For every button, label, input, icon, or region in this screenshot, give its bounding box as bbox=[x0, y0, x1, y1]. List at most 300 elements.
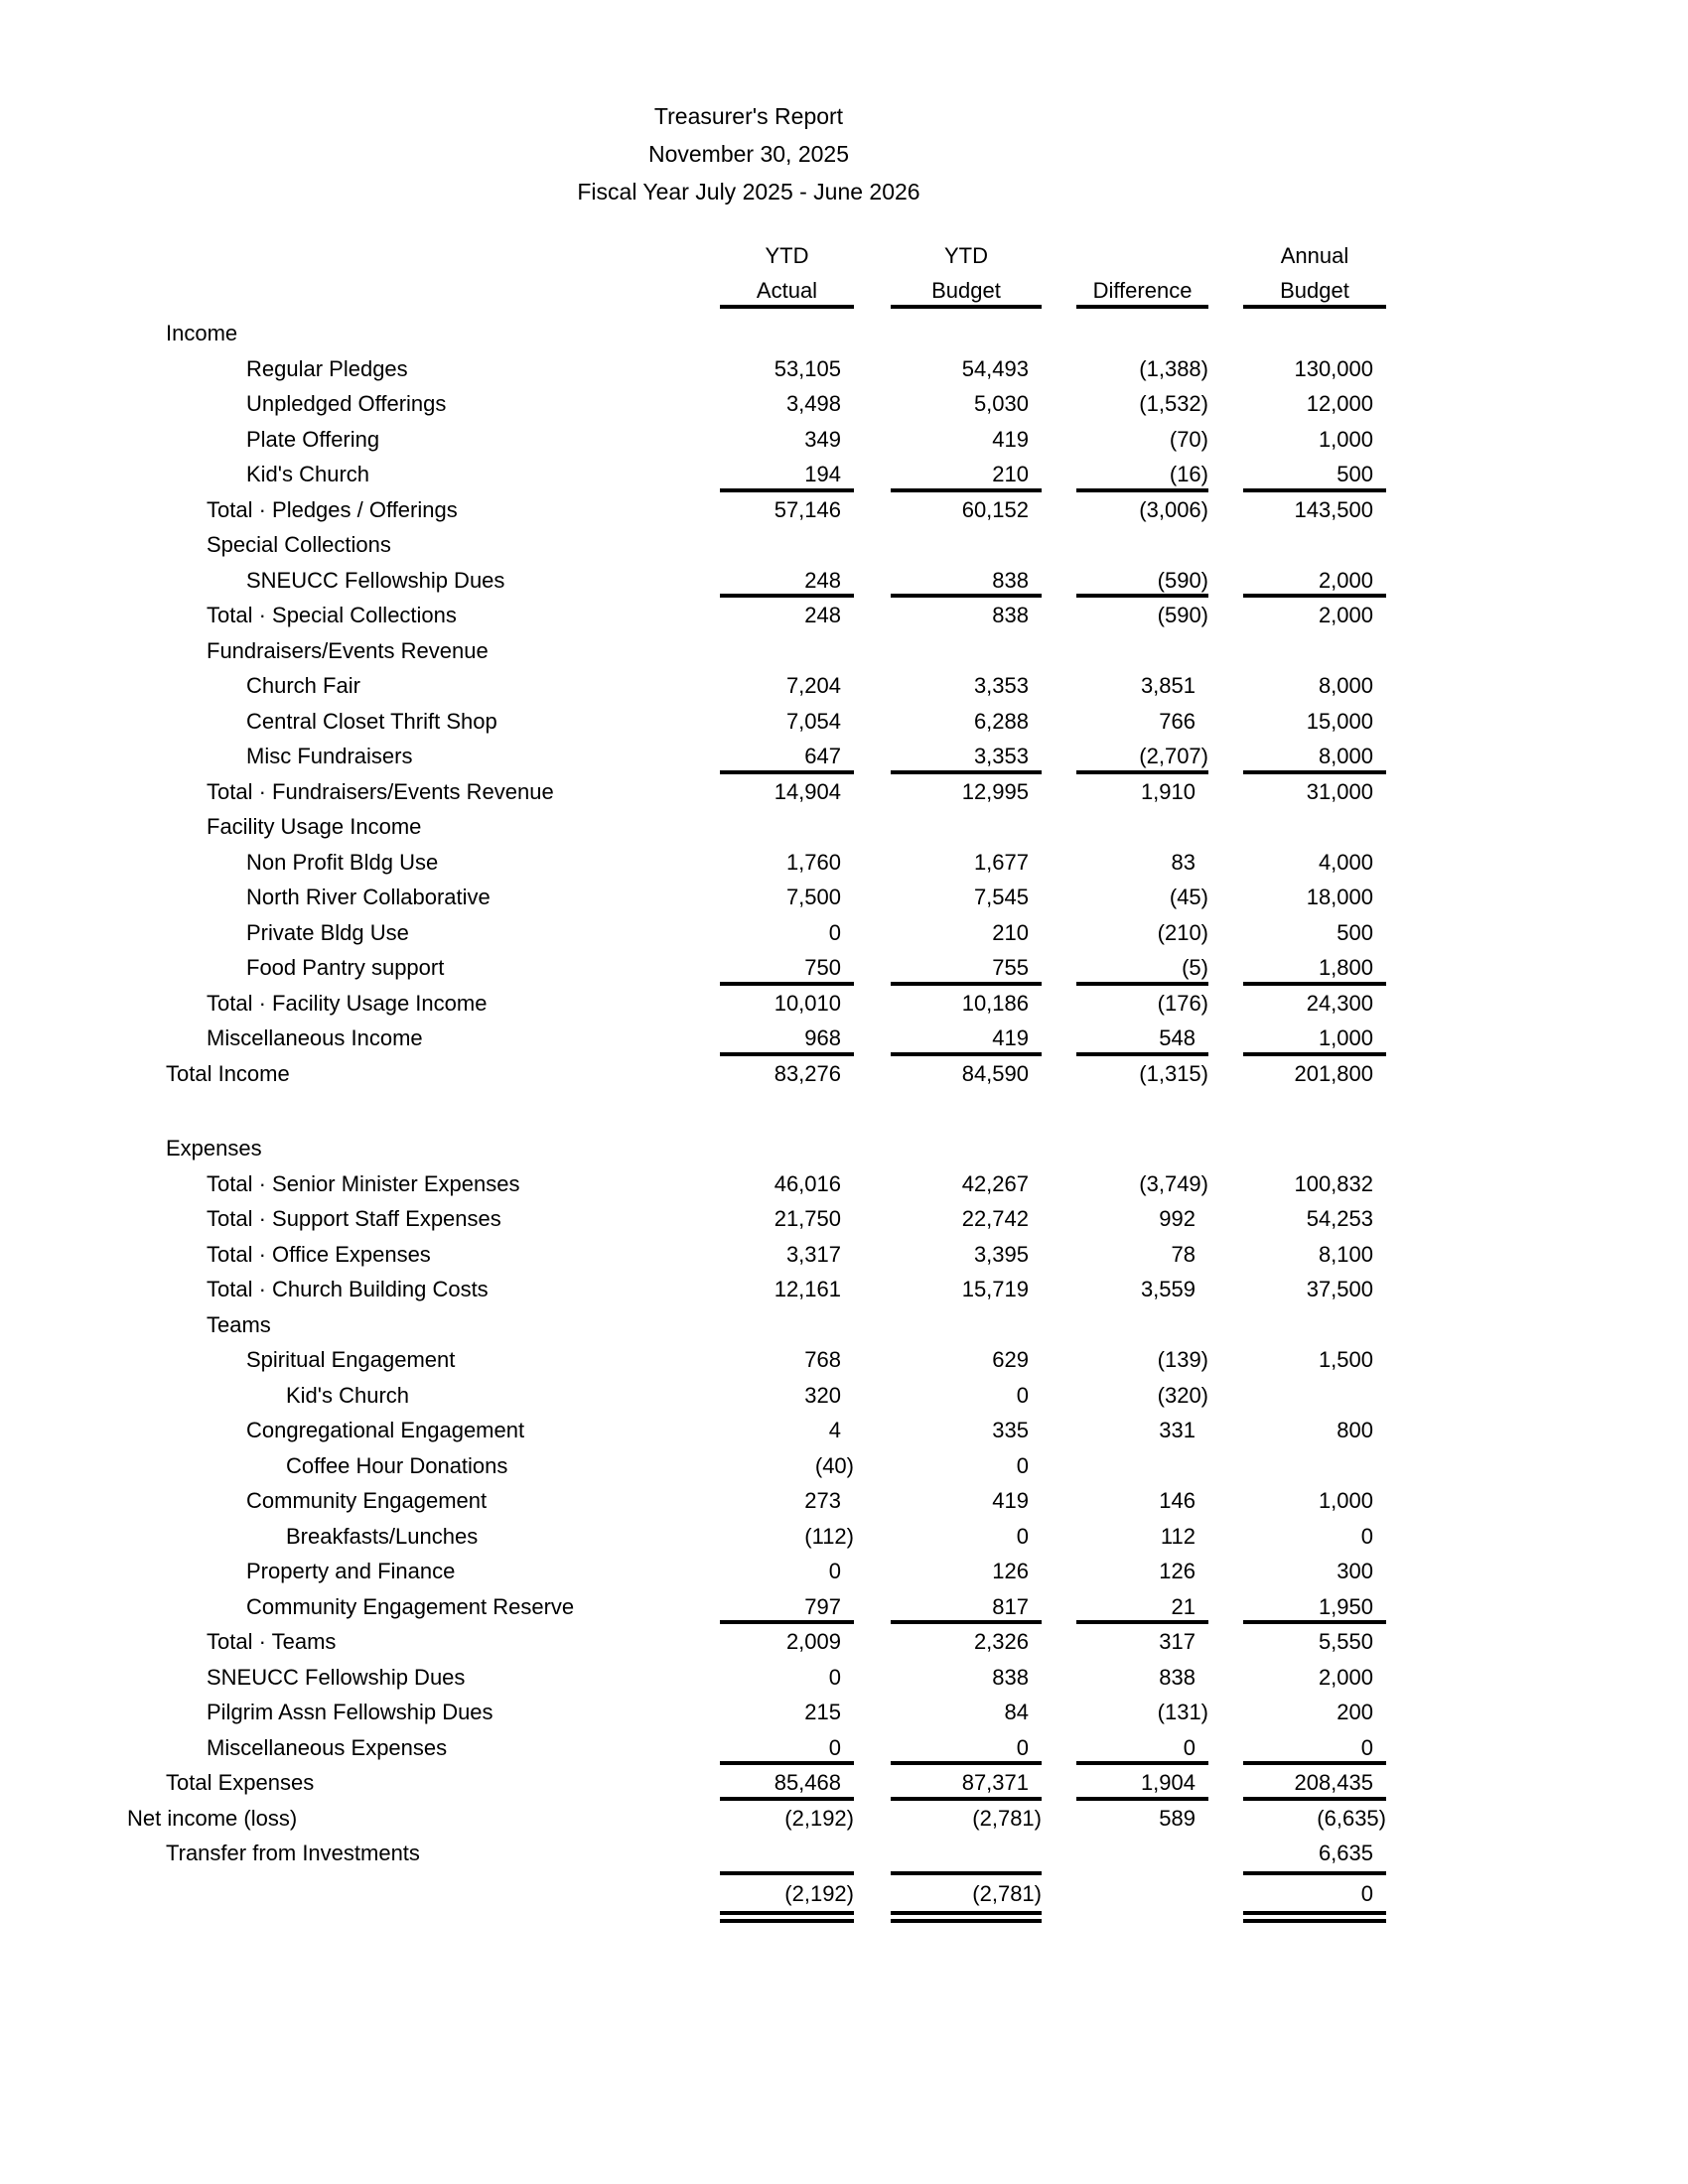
cell-annual-budget bbox=[1208, 774, 1386, 810]
cell-value: 7,500 bbox=[785, 885, 841, 909]
table-row bbox=[127, 774, 1386, 810]
cell-value bbox=[1076, 809, 1208, 845]
cell-value: 210 bbox=[891, 457, 1042, 492]
cell-value: 768 bbox=[804, 1347, 841, 1372]
table-row bbox=[127, 1237, 1386, 1273]
cell-value: 130,000 bbox=[1294, 355, 1373, 381]
cell-annual-budget bbox=[1208, 915, 1386, 951]
cell-difference bbox=[1042, 1237, 1208, 1273]
cell-ytd-budget bbox=[854, 1624, 1042, 1660]
row-label: North River Collaborative bbox=[246, 885, 491, 909]
cell-value bbox=[720, 1091, 854, 1127]
table-row bbox=[127, 1413, 1386, 1448]
cell-value: 42,267 bbox=[961, 1170, 1029, 1196]
cell-value: (2,192) bbox=[784, 1805, 854, 1831]
cell-value: 7,054 bbox=[785, 708, 841, 734]
cell-ytd-budget bbox=[854, 316, 1042, 351]
report-fiscal-year: Fiscal Year July 2025 - June 2026 bbox=[577, 179, 920, 205]
cell-ytd-budget bbox=[854, 774, 1042, 810]
table-row bbox=[127, 527, 1386, 563]
cell-value: 800 bbox=[1336, 1418, 1373, 1442]
cell-value bbox=[1076, 633, 1208, 669]
row-label: Central Closet Thrift Shop bbox=[246, 708, 497, 734]
table-row bbox=[127, 1519, 1386, 1555]
cell-ytd-budget bbox=[854, 492, 1042, 528]
cell-ytd-actual bbox=[683, 845, 854, 881]
row-label: Plate Offering bbox=[246, 426, 380, 452]
cell-ytd-actual bbox=[683, 598, 854, 633]
cell-value: 750 bbox=[720, 950, 854, 986]
cell-ytd-actual bbox=[683, 1765, 854, 1801]
cell-value: 100,832 bbox=[1294, 1170, 1373, 1196]
row-label: Community Engagement Reserve bbox=[246, 1593, 575, 1619]
cell-value bbox=[1076, 316, 1208, 351]
cell-value bbox=[720, 527, 854, 563]
cell-difference bbox=[1042, 1660, 1208, 1696]
cell-ytd-budget bbox=[854, 915, 1042, 951]
cell-difference bbox=[1042, 668, 1208, 704]
cell-annual-budget bbox=[1208, 1307, 1386, 1343]
cell-ytd-actual bbox=[683, 1272, 854, 1307]
cell-value bbox=[891, 633, 1042, 669]
cell-difference bbox=[1042, 422, 1208, 458]
cell-value: 0 bbox=[1243, 1871, 1386, 1923]
cell-annual-budget bbox=[1208, 527, 1386, 563]
cell-annual-budget bbox=[1208, 1091, 1386, 1131]
cell-ytd-actual bbox=[683, 950, 854, 986]
cell-ytd-budget bbox=[854, 1056, 1042, 1092]
cell-value: 589 bbox=[1159, 1805, 1196, 1831]
cell-ytd-actual bbox=[683, 1519, 854, 1555]
cell-annual-budget bbox=[1208, 598, 1386, 633]
row-label: Teams bbox=[207, 1311, 271, 1337]
cell-difference bbox=[1042, 739, 1208, 774]
cell-annual-budget bbox=[1208, 1342, 1386, 1378]
cell-ytd-budget bbox=[854, 1801, 1042, 1837]
cell-ytd-actual bbox=[683, 1871, 854, 1923]
row-label: Total · Support Staff Expenses bbox=[207, 1206, 501, 1231]
cell-value: 201,800 bbox=[1294, 1060, 1373, 1086]
table-row bbox=[127, 1166, 1386, 1202]
cell-difference bbox=[1042, 704, 1208, 740]
cell-difference bbox=[1042, 633, 1208, 669]
table-row bbox=[127, 1272, 1386, 1307]
cell-difference bbox=[1042, 351, 1208, 387]
cell-annual-budget bbox=[1208, 1695, 1386, 1730]
cell-value: 126 bbox=[992, 1559, 1029, 1583]
table-row bbox=[127, 633, 1386, 669]
spacer-row bbox=[127, 1091, 1386, 1131]
cell-value: 1,910 bbox=[1140, 778, 1196, 804]
row-label: Total · Office Expenses bbox=[207, 1241, 431, 1267]
cell-ytd-budget bbox=[854, 880, 1042, 915]
cell-ytd-actual bbox=[683, 1166, 854, 1202]
cell-ytd-actual bbox=[683, 1554, 854, 1589]
cell-ytd-budget bbox=[854, 950, 1042, 986]
cell-difference bbox=[1042, 986, 1208, 1022]
cell-difference bbox=[1042, 1201, 1208, 1237]
row-label: Spiritual Engagement bbox=[246, 1347, 456, 1372]
cell-annual-budget bbox=[1208, 1201, 1386, 1237]
cell-difference bbox=[1042, 386, 1208, 422]
cell-value: 2,009 bbox=[785, 1629, 841, 1654]
cell-ytd-actual bbox=[683, 1801, 854, 1837]
report-title: Treasurer's Report bbox=[653, 103, 844, 129]
row-label: Total Expenses bbox=[166, 1770, 315, 1795]
cell-value bbox=[1076, 1871, 1208, 1923]
cell-value bbox=[1243, 1307, 1386, 1343]
cell-ytd-budget bbox=[854, 1695, 1042, 1730]
row-label: Special Collections bbox=[207, 532, 391, 557]
cell-ytd-budget bbox=[854, 809, 1042, 845]
row-label: Private Bldg Use bbox=[246, 919, 409, 945]
cell-value: (1,532) bbox=[1139, 391, 1208, 416]
row-label: Breakfasts/Lunches bbox=[286, 1523, 479, 1549]
cell-ytd-actual bbox=[683, 1695, 854, 1730]
cell-value: (131) bbox=[1157, 1700, 1208, 1724]
cell-annual-budget bbox=[1208, 1413, 1386, 1448]
cell-value: 84 bbox=[1004, 1700, 1029, 1724]
cell-value: 0 bbox=[891, 1730, 1042, 1766]
cell-annual-budget bbox=[1208, 1730, 1386, 1766]
table-row bbox=[127, 845, 1386, 881]
cell-value: 4 bbox=[828, 1418, 841, 1442]
cell-ytd-actual bbox=[683, 633, 854, 669]
table-row bbox=[127, 386, 1386, 422]
cell-value: 84,590 bbox=[961, 1060, 1029, 1086]
cell-difference bbox=[1042, 598, 1208, 633]
cell-value: 548 bbox=[1076, 1021, 1208, 1056]
cell-value bbox=[720, 316, 854, 351]
table-row bbox=[127, 1448, 1386, 1484]
cell-difference bbox=[1042, 527, 1208, 563]
header-spacer bbox=[127, 238, 683, 273]
cell-value bbox=[720, 1836, 854, 1871]
cell-ytd-budget bbox=[854, 1765, 1042, 1801]
table-row bbox=[127, 1483, 1386, 1519]
row-label: Misc Fundraisers bbox=[246, 744, 413, 768]
cell-value: 0 bbox=[828, 919, 841, 945]
cell-difference bbox=[1042, 1624, 1208, 1660]
row-label: Total · Teams bbox=[207, 1629, 337, 1654]
cell-value: 797 bbox=[720, 1589, 854, 1625]
table-row bbox=[127, 1201, 1386, 1237]
cell-value: 112 bbox=[1160, 1523, 1196, 1549]
cell-value: (40) bbox=[814, 1452, 854, 1478]
report-title-block bbox=[401, 97, 1096, 210]
cell-value: 8,000 bbox=[1243, 739, 1386, 774]
cell-value: 838 bbox=[992, 603, 1029, 627]
cell-value: 6,635 bbox=[1318, 1841, 1373, 1865]
cell-value: 54,493 bbox=[961, 355, 1029, 381]
cell-difference bbox=[1042, 1021, 1208, 1056]
cell-ytd-budget bbox=[854, 1871, 1042, 1923]
row-label: Expenses bbox=[166, 1136, 262, 1160]
cell-ytd-budget bbox=[854, 1448, 1042, 1484]
cell-difference bbox=[1042, 1342, 1208, 1378]
cell-ytd-actual bbox=[683, 1483, 854, 1519]
row-label bbox=[127, 1091, 683, 1131]
cell-value: 500 bbox=[1243, 457, 1386, 492]
cell-value bbox=[1243, 1131, 1386, 1166]
cell-ytd-actual bbox=[683, 880, 854, 915]
cell-value bbox=[1076, 1448, 1208, 1484]
cell-value: 1,000 bbox=[1243, 1021, 1386, 1056]
cell-value: (112) bbox=[804, 1523, 854, 1549]
cell-value: 419 bbox=[992, 426, 1029, 452]
cell-value: (2,781) bbox=[891, 1871, 1042, 1923]
row-label: Income bbox=[166, 321, 238, 345]
cell-value: (6,635) bbox=[1317, 1805, 1386, 1831]
table-row bbox=[127, 668, 1386, 704]
cell-value bbox=[1243, 633, 1386, 669]
row-label: Total · Special Collections bbox=[207, 603, 457, 627]
cell-ytd-actual bbox=[683, 1342, 854, 1378]
cell-value: 0 bbox=[1016, 1523, 1029, 1549]
row-label: Non Profit Bldg Use bbox=[246, 849, 439, 875]
report-date: November 30, 2025 bbox=[647, 141, 849, 167]
cell-value bbox=[1243, 1448, 1386, 1484]
cell-ytd-budget bbox=[854, 1272, 1042, 1307]
row-label: Transfer from Investments bbox=[166, 1841, 420, 1865]
cell-ytd-actual bbox=[683, 809, 854, 845]
cell-value: 766 bbox=[1159, 708, 1196, 734]
cell-value bbox=[891, 316, 1042, 351]
cell-annual-budget bbox=[1208, 1660, 1386, 1696]
cell-value: (2,192) bbox=[720, 1871, 854, 1923]
cell-value: 817 bbox=[891, 1589, 1042, 1625]
cell-value: 21,750 bbox=[774, 1206, 841, 1231]
cell-difference bbox=[1042, 1730, 1208, 1766]
cell-ytd-budget bbox=[854, 1660, 1042, 1696]
table-row bbox=[127, 1378, 1386, 1414]
row-label: Miscellaneous Expenses bbox=[207, 1734, 448, 1760]
cell-value: 46,016 bbox=[774, 1170, 841, 1196]
cell-ytd-actual bbox=[683, 668, 854, 704]
table-row bbox=[127, 563, 1386, 599]
cell-value: 0 bbox=[1076, 1730, 1208, 1766]
table-row bbox=[127, 1836, 1386, 1871]
cell-value bbox=[1076, 1131, 1208, 1166]
cell-value bbox=[1076, 1091, 1208, 1127]
cell-annual-budget bbox=[1208, 880, 1386, 915]
cell-value: 992 bbox=[1159, 1206, 1196, 1231]
header-annual-top: Annual bbox=[1280, 243, 1349, 268]
cell-value: 3,353 bbox=[973, 673, 1029, 698]
cell-ytd-budget bbox=[854, 986, 1042, 1022]
cell-difference bbox=[1042, 845, 1208, 881]
cell-annual-budget bbox=[1208, 1765, 1386, 1801]
cell-value bbox=[1243, 1091, 1386, 1127]
cell-value: 317 bbox=[1159, 1629, 1196, 1654]
cell-value: 3,851 bbox=[1140, 673, 1196, 698]
cell-ytd-actual bbox=[683, 1091, 854, 1131]
cell-annual-budget bbox=[1208, 845, 1386, 881]
row-label: Food Pantry support bbox=[246, 955, 445, 980]
cell-value: 57,146 bbox=[774, 496, 841, 522]
cell-ytd-actual bbox=[683, 492, 854, 528]
cell-annual-budget bbox=[1208, 1056, 1386, 1092]
cell-value: (5) bbox=[1076, 950, 1208, 986]
cell-difference bbox=[1042, 1871, 1208, 1923]
cell-annual-budget bbox=[1208, 950, 1386, 986]
cell-value: 83,276 bbox=[774, 1060, 841, 1086]
cell-annual-budget bbox=[1208, 809, 1386, 845]
cell-ytd-budget bbox=[854, 845, 1042, 881]
cell-value: 4,000 bbox=[1318, 849, 1373, 875]
cell-ytd-budget bbox=[854, 1730, 1042, 1766]
cell-value: 21 bbox=[1076, 1589, 1208, 1625]
cell-value: 10,010 bbox=[774, 990, 841, 1016]
row-label: Property and Finance bbox=[246, 1559, 456, 1583]
cell-value: 629 bbox=[992, 1347, 1029, 1372]
cell-ytd-budget bbox=[854, 1519, 1042, 1555]
header-row-bottom bbox=[127, 273, 1386, 308]
cell-value: 419 bbox=[992, 1488, 1029, 1513]
cell-value: 647 bbox=[720, 739, 854, 774]
cell-value: 2,000 bbox=[1318, 1664, 1373, 1690]
cell-value: 3,317 bbox=[785, 1241, 841, 1267]
cell-value: (3,006) bbox=[1139, 496, 1208, 522]
table-row bbox=[127, 739, 1386, 774]
cell-value: 1,000 bbox=[1318, 1488, 1373, 1513]
row-label: Total · Facility Usage Income bbox=[207, 990, 488, 1016]
cell-ytd-actual bbox=[683, 527, 854, 563]
cell-value: 12,000 bbox=[1306, 391, 1373, 416]
cell-annual-budget bbox=[1208, 1836, 1386, 1871]
table-header bbox=[127, 238, 1386, 316]
table-row bbox=[127, 1554, 1386, 1589]
table-row bbox=[127, 1589, 1386, 1625]
cell-ytd-actual bbox=[683, 915, 854, 951]
cell-value: (2,781) bbox=[972, 1805, 1042, 1831]
cell-difference bbox=[1042, 457, 1208, 492]
table-row bbox=[127, 1871, 1386, 1923]
row-label: Coffee Hour Donations bbox=[286, 1452, 508, 1478]
cell-value: 210 bbox=[992, 919, 1029, 945]
cell-ytd-budget bbox=[854, 704, 1042, 740]
cell-value: 3,395 bbox=[973, 1241, 1029, 1267]
cell-annual-budget bbox=[1208, 492, 1386, 528]
cell-value: 0 bbox=[1360, 1523, 1373, 1549]
table-row bbox=[127, 1056, 1386, 1092]
cell-ytd-actual bbox=[683, 1201, 854, 1237]
cell-value: 5,550 bbox=[1318, 1629, 1373, 1654]
row-label: Regular Pledges bbox=[246, 355, 408, 381]
cell-value: 24,300 bbox=[1306, 990, 1373, 1016]
table-row bbox=[127, 492, 1386, 528]
cell-difference bbox=[1042, 1801, 1208, 1837]
cell-value: 146 bbox=[1159, 1488, 1196, 1513]
cell-annual-budget bbox=[1208, 1166, 1386, 1202]
cell-annual-budget bbox=[1208, 1021, 1386, 1056]
cell-difference bbox=[1042, 1166, 1208, 1202]
cell-ytd-budget bbox=[854, 1483, 1042, 1519]
cell-annual-budget bbox=[1208, 1272, 1386, 1307]
cell-difference bbox=[1042, 1378, 1208, 1414]
row-label: Congregational Engagement bbox=[246, 1418, 525, 1442]
row-label: Total · Church Building Costs bbox=[207, 1277, 489, 1301]
cell-value: 31,000 bbox=[1306, 778, 1373, 804]
cell-value: (590) bbox=[1157, 603, 1208, 627]
cell-value: 53,105 bbox=[774, 355, 841, 381]
cell-value: 215 bbox=[804, 1700, 841, 1724]
cell-value: (590) bbox=[1076, 563, 1208, 599]
cell-ytd-budget bbox=[854, 598, 1042, 633]
cell-annual-budget bbox=[1208, 986, 1386, 1022]
cell-ytd-actual bbox=[683, 1660, 854, 1696]
cell-value: 126 bbox=[1159, 1559, 1196, 1583]
cell-ytd-budget bbox=[854, 1237, 1042, 1273]
row-label: Net income (loss) bbox=[127, 1805, 298, 1831]
cell-value: (2,707) bbox=[1076, 739, 1208, 774]
cell-value bbox=[720, 1307, 854, 1343]
cell-ytd-budget bbox=[854, 351, 1042, 387]
cell-ytd-budget bbox=[854, 1201, 1042, 1237]
cell-value: (139) bbox=[1157, 1347, 1208, 1372]
cell-annual-budget bbox=[1208, 1554, 1386, 1589]
cell-value bbox=[720, 633, 854, 669]
cell-value bbox=[891, 1091, 1042, 1127]
cell-value: 6,288 bbox=[973, 708, 1029, 734]
cell-value: 10,186 bbox=[961, 990, 1029, 1016]
cell-annual-budget bbox=[1208, 1483, 1386, 1519]
cell-ytd-budget bbox=[854, 1021, 1042, 1056]
row-label bbox=[127, 1871, 683, 1923]
cell-value: 14,904 bbox=[774, 778, 841, 804]
cell-value bbox=[1076, 527, 1208, 563]
cell-difference bbox=[1042, 1483, 1208, 1519]
cell-ytd-actual bbox=[683, 1836, 854, 1871]
cell-difference bbox=[1042, 1307, 1208, 1343]
cell-difference bbox=[1042, 1448, 1208, 1484]
cell-value: 1,800 bbox=[1243, 950, 1386, 986]
row-label: Pilgrim Assn Fellowship Dues bbox=[207, 1700, 493, 1724]
cell-value: 1,904 bbox=[1076, 1765, 1208, 1801]
cell-value bbox=[720, 809, 854, 845]
cell-difference bbox=[1042, 1056, 1208, 1092]
report-rows bbox=[127, 316, 1386, 1923]
cell-value: 3,353 bbox=[891, 739, 1042, 774]
cell-annual-budget bbox=[1208, 351, 1386, 387]
table-row bbox=[127, 1730, 1386, 1766]
cell-ytd-budget bbox=[854, 527, 1042, 563]
cell-difference bbox=[1042, 880, 1208, 915]
cell-difference bbox=[1042, 492, 1208, 528]
cell-value bbox=[891, 809, 1042, 845]
header-difference: Difference bbox=[1076, 273, 1208, 309]
row-label: Facility Usage Income bbox=[207, 814, 422, 839]
cell-value: 60,152 bbox=[961, 496, 1029, 522]
header-ytd-actual: Actual bbox=[720, 273, 854, 309]
cell-ytd-budget bbox=[854, 1378, 1042, 1414]
cell-annual-budget bbox=[1208, 1131, 1386, 1166]
cell-value: 3,498 bbox=[785, 391, 841, 416]
cell-value: 0 bbox=[1016, 1382, 1029, 1408]
header-ytd-budget-top: YTD bbox=[944, 243, 988, 268]
cell-value: 335 bbox=[992, 1418, 1029, 1442]
cell-ytd-actual bbox=[683, 422, 854, 458]
cell-difference bbox=[1042, 1695, 1208, 1730]
cell-difference bbox=[1042, 915, 1208, 951]
table-row bbox=[127, 1131, 1386, 1166]
cell-ytd-actual bbox=[683, 1021, 854, 1056]
cell-ytd-budget bbox=[854, 1836, 1042, 1871]
cell-annual-budget bbox=[1208, 1237, 1386, 1273]
cell-value: 838 bbox=[1159, 1664, 1196, 1690]
cell-value bbox=[891, 1131, 1042, 1166]
header-ytd-actual-top: YTD bbox=[765, 243, 809, 268]
